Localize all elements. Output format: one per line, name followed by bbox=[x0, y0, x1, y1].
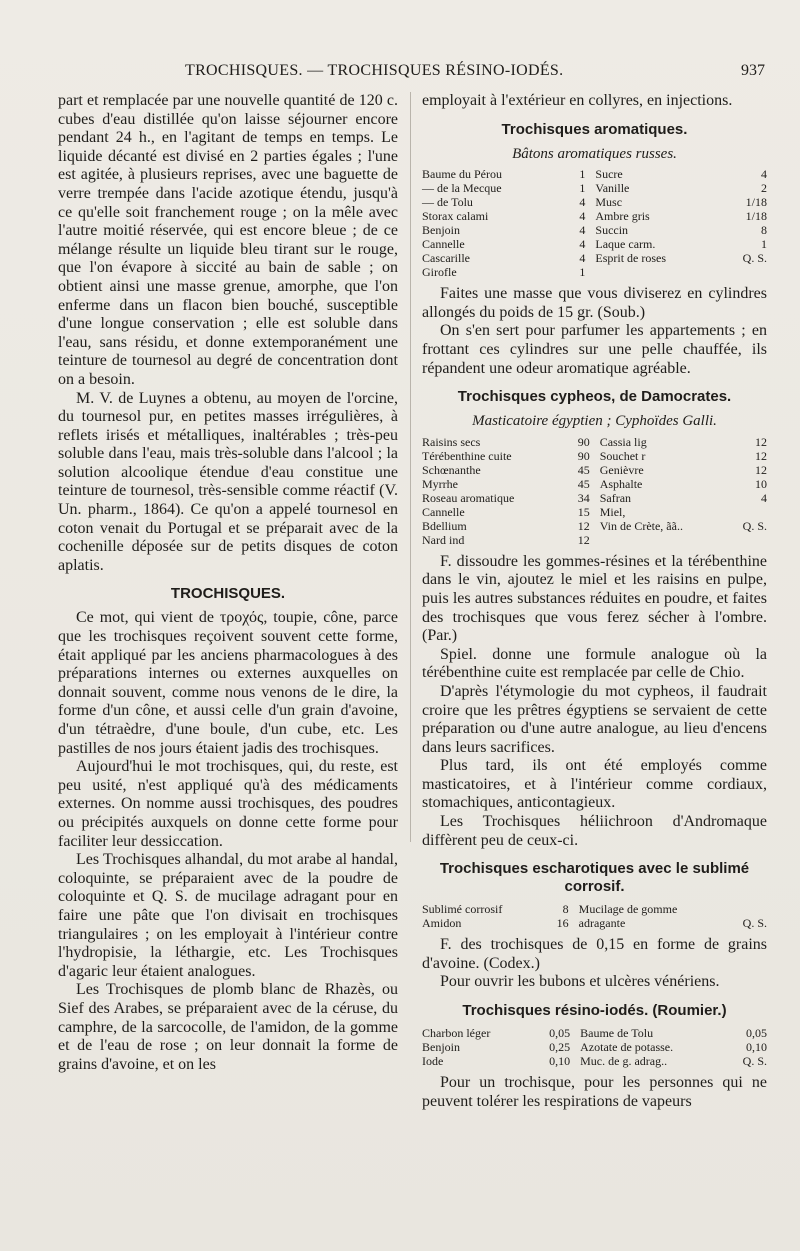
column-divider bbox=[410, 92, 411, 842]
recipe-row bbox=[422, 435, 767, 449]
recipe-row bbox=[422, 449, 767, 463]
ingredient-name: Cannelle bbox=[422, 237, 465, 252]
recipe-row bbox=[422, 505, 767, 519]
ingredient-quantity: 90 bbox=[577, 434, 590, 449]
paragraph: Plus tard, ils ont été employés comme masticatoires, et à l'intérieur comme cordiaux, stomachiques, anticontagieux. bbox=[422, 757, 767, 812]
paragraph: Faites une masse que vous diviserez en cylindres allongés du poids de 15 gr. (Soub.) bbox=[422, 285, 767, 321]
right-column bbox=[422, 92, 767, 1111]
paragraph: Pour ouvrir les bubons et ulcères vénériens. bbox=[440, 973, 720, 991]
ingredient-name: Nard ind bbox=[422, 532, 465, 547]
ingredient-name: Musc bbox=[595, 195, 623, 210]
ingredient-name: Sublimé corrosif bbox=[422, 902, 503, 917]
ingredient-name bbox=[595, 265, 723, 279]
ingredient-quantity: 4 bbox=[579, 251, 586, 266]
recipe-row bbox=[422, 1026, 767, 1040]
ingredient-name: Schœnanthe bbox=[422, 462, 481, 477]
recipe-row bbox=[422, 1040, 767, 1054]
ingredient-quantity: 2 bbox=[761, 181, 767, 196]
recipe-row bbox=[422, 902, 767, 916]
section-heading-escharotiques: Trochisques escharotiques avec le sublimé corrosif. bbox=[439, 860, 750, 896]
section-subheading: Masticatoire égyptien ; Cyphoïdes Galli. bbox=[472, 413, 717, 430]
ingredient-name: Storax calami bbox=[422, 209, 489, 224]
recipe-row bbox=[422, 181, 767, 195]
ingredient-name: Raisins secs bbox=[422, 434, 481, 449]
ingredient-name: — de Tolu bbox=[422, 195, 473, 210]
ingredient-quantity: 12 bbox=[755, 448, 767, 463]
ingredient-quantity: 12 bbox=[755, 434, 767, 449]
section-heading-cypheos: Trochisques cypheos, de Damocrates. bbox=[457, 388, 732, 406]
recipe-row bbox=[422, 167, 767, 181]
recipe-row bbox=[422, 519, 767, 533]
paragraph: Ce mot, qui vient de τροχός, toupie, cône, parce que les trochisques reçoivent souvent cette forme, était appliqué par les anciens pharmacologues à des préparations internes ou externes auxquelles on donnait souvent, comme nous venons de le dire, la forme d'un cône, et aussi celle d'un grain d'avoine, d'un tétraèdre, d'une boule, d'un cube, etc. Les pastilles de nos jours étaient jadis des trochisques. bbox=[58, 609, 398, 757]
ingredient-name: Girofle bbox=[422, 265, 457, 280]
ingredient-quantity bbox=[729, 533, 767, 547]
ingredient-name: Sucre bbox=[595, 167, 623, 182]
ingredient-name: adragante bbox=[578, 916, 626, 931]
ingredient-quantity: 12 bbox=[577, 532, 590, 547]
ingredient-name: Charbon léger bbox=[422, 1026, 491, 1041]
ingredient-name: Miel, bbox=[599, 504, 626, 519]
ingredient-quantity: Q. S. bbox=[742, 1054, 767, 1069]
ingredient-quantity: Q. S. bbox=[742, 916, 767, 931]
ingredient-name bbox=[600, 533, 729, 547]
recipe-table-iodes bbox=[422, 1026, 767, 1068]
ingredient-quantity: 1 bbox=[761, 237, 767, 252]
paragraph: Spiel. donne une formule analogue où la térébenthine cuite est remplacée par celle de Chio. bbox=[422, 645, 767, 682]
paragraph: Pour un trochisque, pour les personnes qui ne peuvent tolérer les respirations de vapeurs bbox=[422, 1074, 767, 1110]
paragraph: part et remplacée par une nouvelle quantité de 120 c. cubes d'eau distillée qu'on laisse séjourner encore pendant 24 h., en l'agitant de temps en temps. Le liquide décanté est divisé en 2 parties égales ; l'une est agitée, à plusieurs reprises, avec une baguette de verre trempée dans l'acide azotique étendu, jusqu'à ce qu'elle soit franchement rouge ; on la mêle avec l'autre moitié réservée, qui est encore bleue ; de ce mélange résulte un liquide bleu tirant sur le rouge, que l'on évapore à siccité au bain de sable ; on obtient ainsi une masse grenue, amorphe, que l'on enferme dans un flacon bien bouché, susceptible d'une longue conservation ; elle est soluble dans l'eau, sans résidu, et donne extemporanément une teinture de tournesol au degré de concentration dont on a besoin. bbox=[58, 92, 398, 388]
ingredient-name: Souchet r bbox=[599, 448, 646, 463]
ingredient-name: Vin de Crète, ãã.. bbox=[599, 518, 683, 533]
left-column bbox=[58, 92, 398, 1074]
ingredient-quantity: 1/18 bbox=[745, 195, 767, 210]
ingredient-quantity: 90 bbox=[577, 448, 590, 463]
page-number: 937 bbox=[741, 62, 765, 79]
paragraph: F. dissoudre les gommes-résines et la térébenthine dans le vin, ajoutez le miel et les raisins en pulpe, puis les autres substances réduites en poudre, et faites des trochisques que vous ferez sécher à l'ombre. (Par.) bbox=[422, 552, 767, 645]
ingredient-quantity: 8 bbox=[761, 223, 767, 238]
ingredient-quantity: 15 bbox=[577, 504, 590, 519]
paragraph: Les Trochisques de plomb blanc de Rhazès, ou Sief des Arabes, se préparaient avec de la céruse, du camphre, de la sarcocolle, de l'amidon, de la gomme et de l'eau de rose ; on leur donnait la forme de grains d'avoine, et on les bbox=[58, 981, 398, 1073]
ingredient-name: — de la Mecque bbox=[422, 181, 502, 196]
ingredient-quantity: Q. S. bbox=[742, 251, 767, 266]
recipe-row bbox=[422, 916, 767, 930]
ingredient-quantity: 8 bbox=[562, 902, 569, 917]
ingredient-quantity: 4 bbox=[579, 209, 586, 224]
ingredient-name: Esprit de roses bbox=[595, 251, 667, 266]
ingredient-name: Amidon bbox=[422, 916, 462, 931]
ingredient-quantity: 4 bbox=[761, 167, 767, 182]
ingredient-quantity: 0,10 bbox=[746, 1040, 767, 1055]
recipe-table-cypheos bbox=[422, 435, 767, 547]
ingredient-name: Myrrhe bbox=[422, 476, 458, 491]
running-title: TROCHISQUES. — TROCHISQUES RÉSINO-IODÉS. bbox=[185, 62, 564, 79]
recipe-row bbox=[422, 195, 767, 209]
ingredient-quantity: 12 bbox=[755, 462, 767, 477]
ingredient-quantity: 4 bbox=[579, 237, 586, 252]
ingredient-name: Muc. de g. adrag.. bbox=[580, 1054, 668, 1069]
ingredient-quantity: 45 bbox=[577, 462, 590, 477]
paragraph: Les Trochisques alhandal, du mot arabe al handal, coloquinte, se préparaient avec de la poudre de coloquinte et Q. S. de mucilage adragant pour en faire une pâte que l'on divisait en trochisques triangulaires ; on les employait à l'intérieur contre l'hydropisie, la léthargie, etc. Les Trochisques d'agaric leur étaient analogues. bbox=[58, 851, 398, 980]
ingredient-name: Benjoin bbox=[422, 223, 460, 238]
ingredient-name: Genièvre bbox=[599, 462, 644, 477]
recipe-row bbox=[422, 533, 767, 547]
ingredient-name: Vanille bbox=[595, 181, 630, 196]
ingredient-quantity: 0,05 bbox=[746, 1026, 767, 1041]
ingredient-name: Roseau aromatique bbox=[422, 490, 515, 505]
ingredient-quantity: Q. S. bbox=[742, 518, 767, 533]
ingredient-name: Cannelle bbox=[422, 504, 465, 519]
ingredient-quantity: 34 bbox=[577, 490, 590, 505]
ingredient-name: Azotate de potasse. bbox=[580, 1040, 674, 1055]
paragraph: Aujourd'hui le mot trochisques, qui, du reste, est peu usité, n'est appliqué qu'à des médicaments externes. On nomme aussi trochisques, des poudres ou précipités auxquels on donne cette forme pour faciliter leur dessiccation. bbox=[58, 758, 398, 850]
ingredient-name: Succin bbox=[595, 223, 629, 238]
section-heading-aromatiques: Trochisques aromatiques. bbox=[501, 120, 688, 138]
ingredient-quantity bbox=[729, 505, 767, 519]
ingredient-name: Ambre gris bbox=[595, 209, 650, 224]
recipe-row bbox=[422, 209, 767, 223]
section-subheading: Bâtons aromatiques russes. bbox=[512, 145, 677, 162]
ingredient-quantity: 1 bbox=[579, 167, 586, 182]
paragraph: employait à l'extérieur en collyres, en injections. bbox=[422, 92, 733, 109]
ingredient-quantity: 45 bbox=[577, 476, 590, 491]
ingredient-quantity: 12 bbox=[577, 518, 590, 533]
ingredient-name: Benjoin bbox=[422, 1040, 460, 1055]
paragraph: On s'en sert pour parfumer les appartements ; en frottant ces cylindres sur une pelle chauffée, ils répandent une odeur aromatique agréable. bbox=[422, 322, 767, 377]
ingredient-name: Laque carm. bbox=[595, 237, 656, 252]
paragraph: Les Trochisques héliichroon d'Andromaque diffèrent peu de ceux-ci. bbox=[422, 813, 767, 849]
ingredient-name: Baume du Pérou bbox=[422, 167, 502, 182]
recipe-row bbox=[422, 251, 767, 265]
ingredient-quantity: 4 bbox=[761, 490, 767, 505]
ingredient-quantity: 1 bbox=[579, 181, 586, 196]
ingredient-quantity: 10 bbox=[755, 476, 767, 491]
recipe-table-escharotiques bbox=[422, 902, 767, 930]
section-heading: TROCHISQUES. bbox=[170, 585, 286, 603]
paragraph: D'après l'étymologie du mot cypheos, il faudrait croire que les prêtres égyptiens se servaient de cette préparation ou d'une autre analogue, au lieu d'encens dans leurs sacrifices. bbox=[422, 682, 767, 756]
ingredient-quantity: 0,05 bbox=[549, 1026, 571, 1041]
ingredient-quantity: 4 bbox=[579, 223, 586, 238]
ingredient-quantity: 0,10 bbox=[549, 1054, 571, 1069]
page-header bbox=[60, 62, 765, 84]
ingredient-quantity: 4 bbox=[579, 195, 586, 210]
ingredient-name: Bdellium bbox=[422, 518, 467, 533]
recipe-row bbox=[422, 1054, 767, 1068]
ingredient-name: Baume de Tolu bbox=[580, 1026, 654, 1041]
ingredient-quantity: 1 bbox=[579, 265, 586, 280]
recipe-row bbox=[422, 491, 767, 505]
paragraph: M. V. de Luynes a obtenu, au moyen de l'orcine, du tournesol pur, en petites masses irrégulières, à reflets irisés et métalliques, inaltérables ; très-peu soluble dans l'eau, mais très-soluble dans l'alcool ; la solution alcoolique étendue d'eau constitue une teinture de tournesol, très-sensible comme réactif (V. Un. pharm., 1864). Ce qu'on a appelé tournesol en coton venait du Portugal et se préparait avec de la cochenille déposée sur de petits disques de coton aplatis. bbox=[58, 389, 398, 574]
ingredient-quantity: 0,25 bbox=[549, 1040, 571, 1055]
ingredient-name: Iode bbox=[422, 1054, 444, 1069]
ingredient-quantity: 1/18 bbox=[745, 209, 767, 224]
ingredient-name: Asphalte bbox=[599, 476, 643, 491]
recipe-row bbox=[422, 237, 767, 251]
recipe-row bbox=[422, 265, 767, 279]
ingredient-quantity bbox=[723, 265, 767, 279]
ingredient-name: Mucilage de gomme bbox=[578, 902, 678, 917]
recipe-row bbox=[422, 477, 767, 491]
ingredient-name: Térébenthine cuite bbox=[422, 448, 512, 463]
paragraph: F. des trochisques de 0,15 en forme de grains d'avoine. (Codex.) bbox=[422, 936, 767, 972]
ingredient-quantity: 16 bbox=[556, 916, 569, 931]
section-heading-iodes: Trochisques résino-iodés. (Roumier.) bbox=[462, 1002, 727, 1020]
recipe-row bbox=[422, 463, 767, 477]
recipe-row bbox=[422, 223, 767, 237]
ingredient-name: Cassia lig bbox=[599, 434, 647, 449]
ingredient-name: Safran bbox=[599, 490, 632, 505]
ingredient-quantity bbox=[730, 902, 767, 916]
ingredient-name: Cascarille bbox=[422, 251, 470, 266]
recipe-table-aromatiques bbox=[422, 167, 767, 279]
